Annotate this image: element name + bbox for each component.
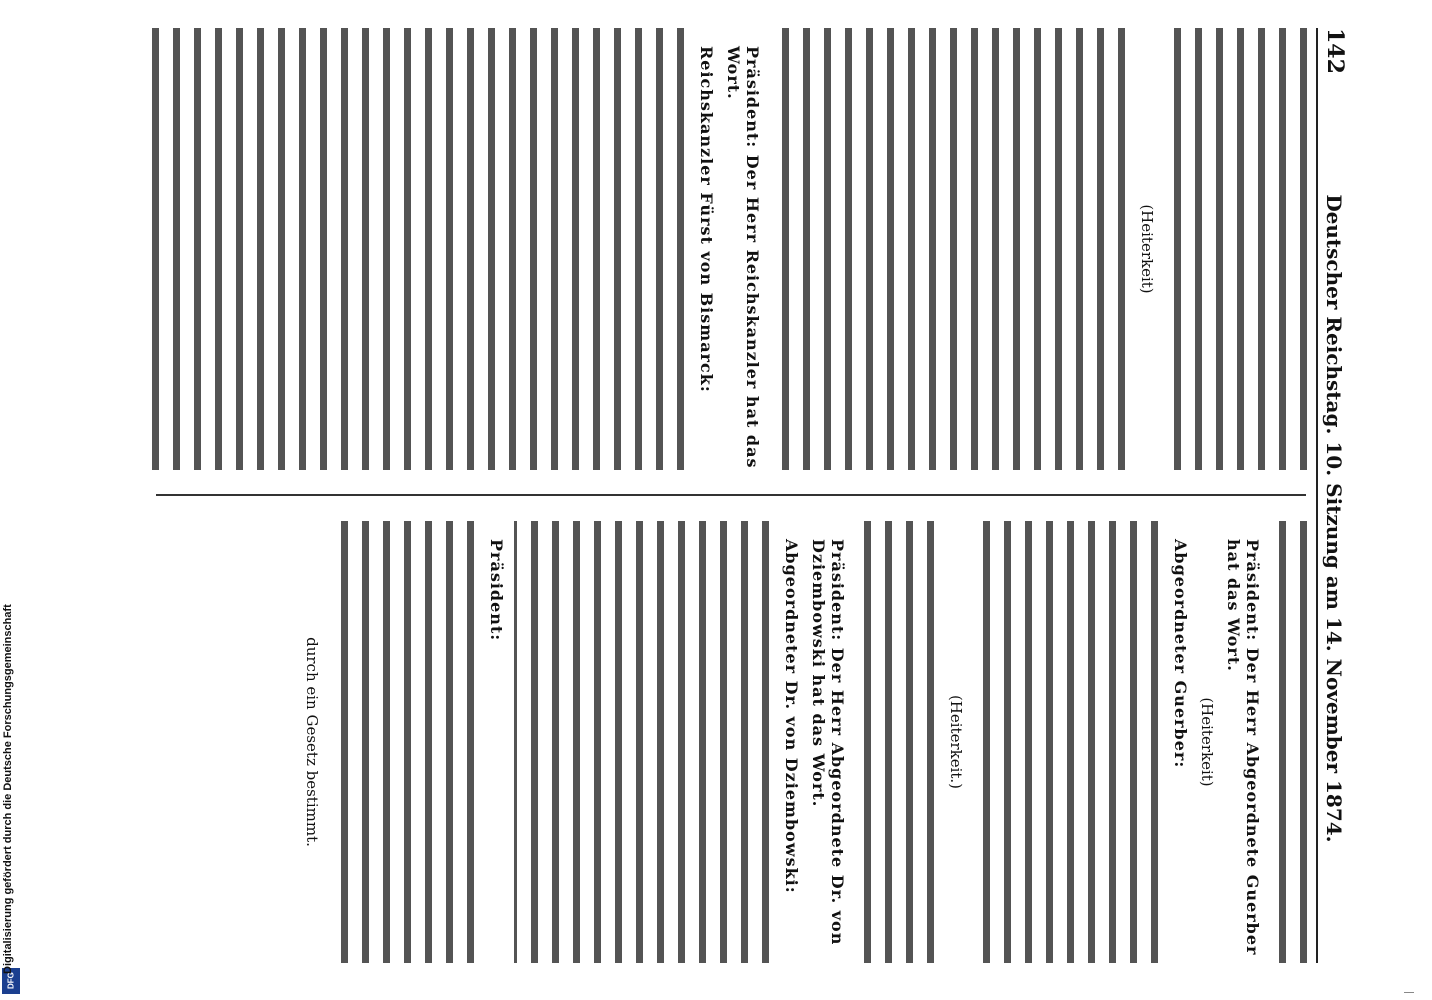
- scan-corner-mark: [1404, 992, 1414, 999]
- text-lines: [329, 521, 479, 963]
- speaker-heading: Abgeordneter Dr. von Dziembowski:: [782, 539, 801, 894]
- text-lines: [1270, 521, 1312, 963]
- header-rule: [1316, 28, 1318, 963]
- right-column: [152, 521, 1312, 963]
- text-lines: [770, 28, 1130, 470]
- running-head: [1322, 28, 1362, 963]
- speaker-heading: Präsident: Der Herr Abgeordnete Dr. von Dziembowski hat das Wort.: [809, 539, 847, 946]
- closing-line: durch ein Gesetz bestimmt.: [303, 637, 321, 847]
- text-lines: [1164, 28, 1312, 470]
- speaker-heading: Präsident: Der Herr Abgeordnete Guerber hat das Wort.: [1224, 539, 1262, 956]
- text-lines: [973, 521, 1163, 963]
- applause-note: (Heiterkeit.): [947, 694, 965, 790]
- digitization-credit: Digitalisierung gefördert durch die Deutsche Forschungsgemeinschaft: [2, 604, 14, 974]
- speaker-heading: Abgeordneter Guerber:: [1171, 539, 1190, 769]
- running-title: Deutscher Reichstag. 10. Sitzung am 14. November 1874.: [1322, 194, 1346, 843]
- column-divider: [156, 494, 1306, 496]
- page-number: 142: [1322, 28, 1348, 74]
- applause-note: (Heiterkeit): [1198, 697, 1216, 787]
- dfg-logo: DFG: [2, 968, 20, 994]
- rotated-page: [107, 28, 1362, 963]
- speaker-heading: Reichskanzler Fürst von Bismarck:: [697, 46, 716, 393]
- speaker-heading: Präsident:: [487, 539, 506, 642]
- left-column: [152, 28, 1312, 470]
- text-lines: [514, 521, 774, 963]
- applause-note: (Heiterkeit): [1138, 204, 1156, 294]
- text-lines: [152, 28, 689, 470]
- footer-strip: [0, 0, 24, 1000]
- speaker-heading: Präsident: Der Herr Reichskanzler hat das Wort.: [724, 46, 762, 469]
- text-lines: [855, 521, 939, 963]
